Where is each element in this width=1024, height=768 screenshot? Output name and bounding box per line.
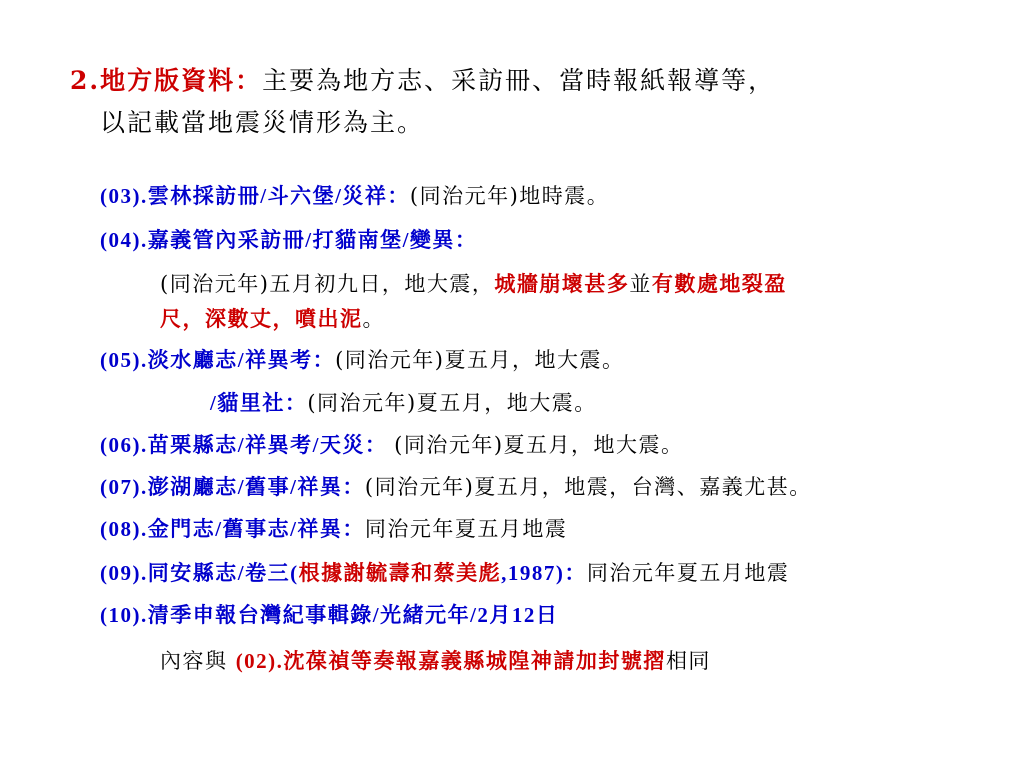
entry-text: (同治元年)夏五月，地大震。 [335, 348, 625, 372]
entry-text: (同治元年)地時震。 [409, 184, 610, 208]
source-title: (06).苗栗縣志/祥異考/天災： [100, 433, 395, 457]
list-item-continuation [160, 273, 787, 295]
entry-text: (同治元年)夏五月，地大震。 [394, 433, 684, 457]
list-item [210, 393, 597, 414]
list-item [100, 186, 609, 207]
entry-text: 。 [362, 307, 385, 331]
source-title: ,1987)： [501, 561, 587, 585]
list-item-continuation [160, 308, 385, 330]
list-item [100, 519, 567, 540]
list-item-continuation [160, 651, 711, 672]
list-item [100, 605, 558, 626]
section-heading-text-2: 以記載當地震災情形為主。 [100, 108, 425, 137]
list-item [100, 230, 477, 251]
list-item [100, 350, 624, 371]
entry-text: 並 [629, 272, 652, 296]
source-title: (07).澎湖廳志/舊事/祥異： [100, 475, 365, 499]
entry-text: (同治元年)五月初九日，地大震， [160, 272, 495, 296]
highlight-text: 有數處地裂盈 [651, 271, 787, 296]
section-heading-line2 [100, 110, 424, 135]
source-title: (05).淡水廳志/祥異考： [100, 348, 336, 372]
list-item [100, 477, 812, 498]
source-title: (09).同安縣志/卷三( [100, 561, 299, 585]
section-heading-label: 2.地方版資料： [70, 66, 263, 95]
entry-text: 相同 [665, 649, 711, 673]
section-heading-text-1: 主要為地方志、采訪冊、當時報紙報導等， [262, 66, 776, 95]
citation-text: 根據謝毓壽和蔡美彪 [298, 560, 502, 585]
highlight-text: 城牆崩壞甚多 [494, 271, 630, 296]
source-title: (10).清季申報台灣紀事輯錄/光緒元年/2月12日 [100, 603, 559, 627]
list-item [100, 562, 789, 584]
entry-text: (同治元年)夏五月，地震，台灣、嘉義尤甚。 [364, 475, 812, 499]
source-title: (08).金門志/舊事志/祥異： [100, 517, 365, 541]
highlight-text: 尺，深數丈，噴出泥 [160, 306, 363, 331]
source-title: (03).雲林採訪冊/斗六堡/災祥： [100, 184, 410, 208]
source-title: /貓里社： [210, 391, 308, 415]
highlight-text: (02).沈葆禎等奏報嘉義縣城隍神請加封號摺 [235, 649, 666, 673]
entry-text: (同治元年)夏五月，地大震。 [307, 391, 597, 415]
entry-text: 同治元年夏五月地震 [586, 561, 790, 585]
entry-text: 內容與 [160, 649, 236, 673]
entry-text: 同治元年夏五月地震 [364, 517, 568, 541]
source-title: (04).嘉義管內采訪冊/打貓南堡/變異： [100, 228, 478, 252]
section-heading-line1 [70, 68, 775, 93]
list-item [100, 435, 684, 456]
